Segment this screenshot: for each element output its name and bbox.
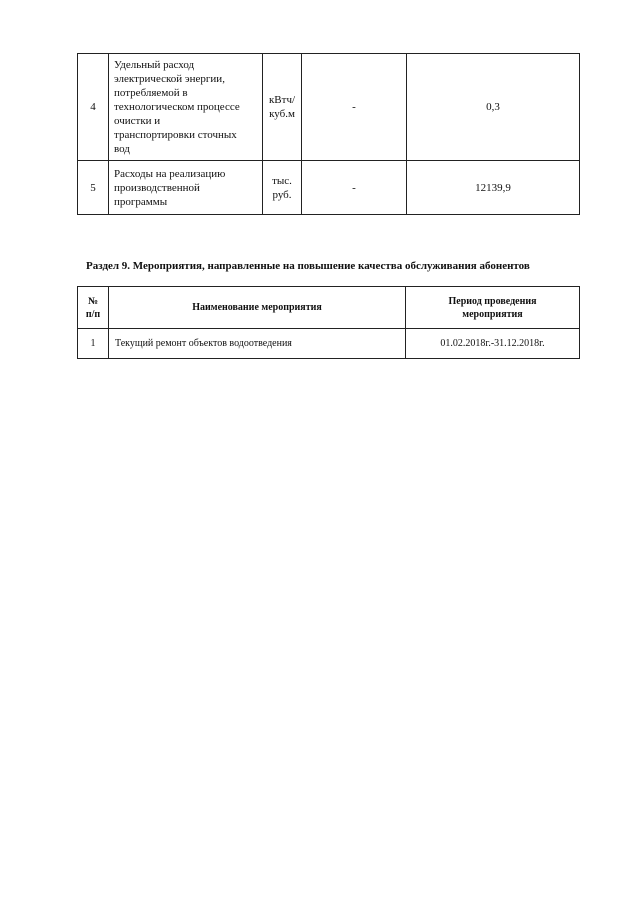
header-number-line: п/п bbox=[85, 308, 101, 320]
table-row bbox=[78, 329, 580, 359]
value-a: - bbox=[302, 54, 407, 161]
unit-line: руб. bbox=[272, 188, 292, 201]
indicator-name-line: потребляемой в bbox=[114, 87, 188, 99]
indicator-name-line: очистки и bbox=[114, 115, 161, 127]
measure-period: 01.02.2018г.-31.12.2018г. bbox=[406, 329, 580, 359]
table-row bbox=[78, 161, 580, 215]
unit bbox=[263, 161, 302, 215]
table-row bbox=[78, 54, 580, 161]
indicator-name-line: программы bbox=[114, 195, 168, 208]
header-period-line: Период проведения bbox=[448, 295, 537, 307]
header-number bbox=[78, 287, 109, 329]
header-period-line: мероприятия bbox=[462, 308, 523, 320]
indicator-name-line: технологическом процессе bbox=[114, 101, 240, 113]
unit-line: кВтч/ bbox=[268, 94, 296, 106]
indicator-name-line: электрической энергии, bbox=[114, 73, 225, 85]
table-header-row bbox=[78, 287, 580, 329]
value-a: - bbox=[302, 161, 407, 215]
unit-line: тыс. bbox=[272, 174, 292, 187]
measure-name: Текущий ремонт объектов водоотведения bbox=[109, 329, 406, 359]
header-measure-name: Наименование мероприятия bbox=[109, 287, 406, 329]
indicator-name bbox=[109, 161, 263, 215]
indicator-name bbox=[109, 54, 263, 161]
header-number-line: № bbox=[87, 295, 99, 307]
unit-line: куб.м bbox=[269, 108, 295, 120]
value-b: 0,3 bbox=[407, 54, 580, 161]
indicator-name-line: Расходы на реализацию bbox=[114, 167, 226, 180]
indicator-name-line: производственной bbox=[114, 181, 200, 194]
header-period bbox=[406, 287, 580, 329]
indicator-name-line: транспортировки сточных bbox=[114, 129, 237, 141]
section-title: Раздел 9. Мероприятия, направленные на повышение качества обслуживания абонентов bbox=[86, 260, 530, 272]
value-b: 12139,9 bbox=[407, 161, 580, 215]
measures-table bbox=[77, 286, 580, 359]
indicators-table bbox=[77, 53, 580, 215]
row-number: 4 bbox=[78, 54, 109, 161]
indicator-name-line: вод bbox=[114, 143, 130, 155]
row-number: 1 bbox=[78, 329, 109, 359]
unit bbox=[263, 54, 302, 161]
row-number: 5 bbox=[78, 161, 109, 215]
indicator-name-line: Удельный расход bbox=[114, 59, 195, 71]
